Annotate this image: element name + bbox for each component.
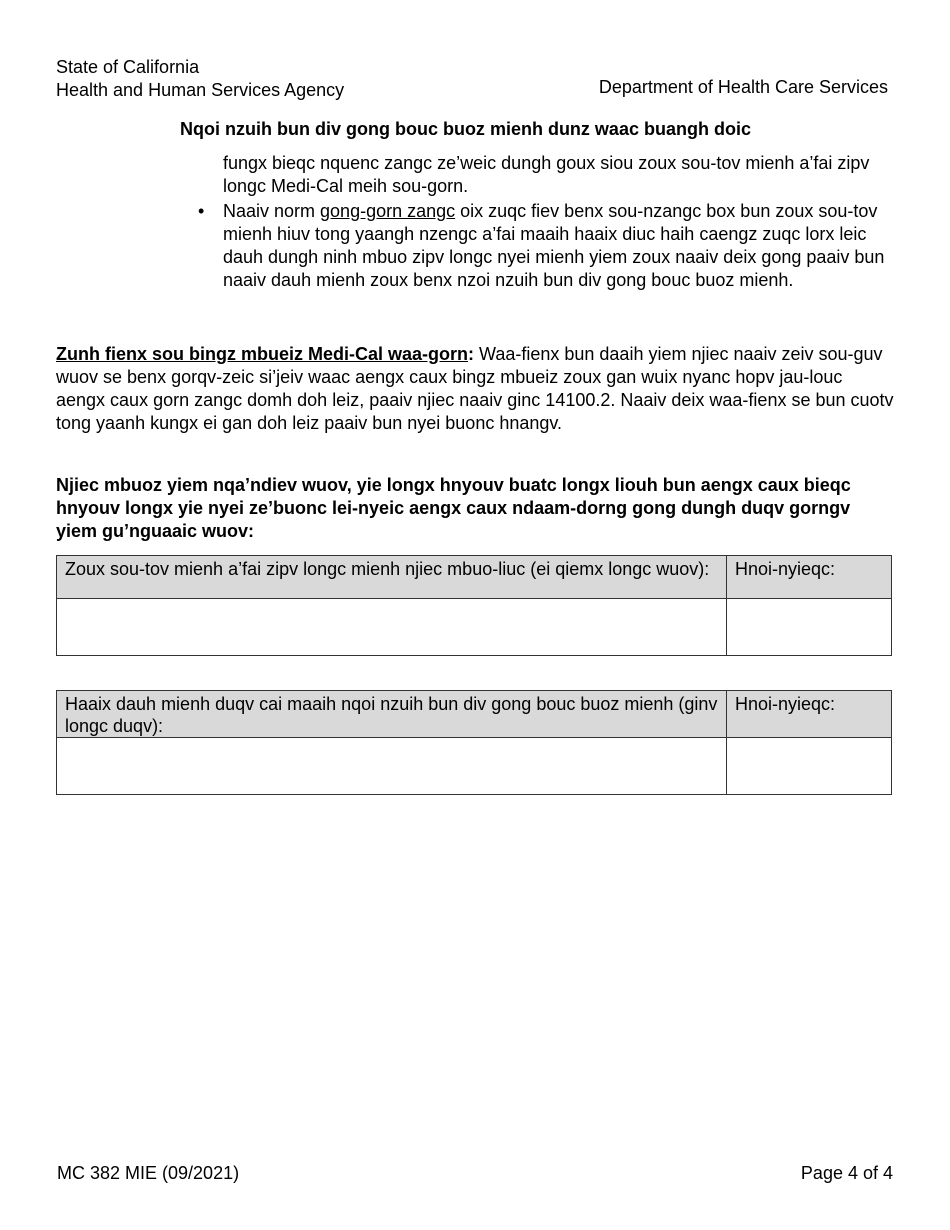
header-agency [56, 56, 344, 102]
paragraph-lead-colon: : [468, 344, 475, 364]
signature-table-2 [56, 690, 892, 795]
bullet-underlined-term: gong-gorn zangc [320, 201, 456, 221]
signature-field-1[interactable] [57, 599, 727, 656]
bullet-glyph: • [198, 201, 205, 221]
confidentiality-paragraph [56, 343, 894, 435]
header-agency-name: Health and Human Services Agency [56, 80, 345, 100]
attestation-statement: Njiec mbuoz yiem nqa’ndiev wuov, yie longx hnyouv buatc longx liouh bun aengx caux bieqc hnyouv longx yie nyei ze’buonc lei-nyeic aengx caux ndaam-dorng gong dungh duqv gorngv yiem gu’nguaaic wuov: [56, 475, 851, 541]
continued-text: fungx bieqc nquenc zangc ze’weic dungh goux siou zoux sou-tov mienh a’fai zipv longc Medi-Cal meih sou-gorn. [223, 153, 870, 196]
signature-table-1 [56, 555, 892, 656]
signature-label-2: Haaix dauh mienh duqv cai maaih nqoi nzuih bun div gong bouc buoz mienh (ginv longc duqv): [57, 691, 727, 738]
paragraph-lead-heading: Zunh fienx sou bingz mbueiz Medi-Cal waa-gorn [56, 344, 469, 364]
date-label-1: Hnoi-nyieqc: [727, 556, 892, 599]
header-state: State of California [56, 57, 200, 77]
bullet-text-post: oix zuqc fiev benx sou-nzangc box bun zoux sou-tov mienh hiuv tong yaangh nzengc a’fai maaih haaix diuc haih caengz zuqc lorx leic dauh dungh ninh mbuo zipv longc nyei mienh yiem zoux naaiv deix gong paaiv bun naaiv dauh mienh zoux benx nzoi nzuih bun div gong bouc buoz mienh. [223, 201, 885, 290]
signature-label-1: Zoux sou-tov mienh a’fai zipv longc mienh njiec mbuo-liuc (ei qiemx longc wuov): [57, 556, 727, 599]
page-number: Page 4 of 4 [800, 1163, 893, 1183]
date-field-1[interactable] [727, 599, 892, 656]
header-department: Department of Health Care Services [598, 77, 888, 97]
form-id: MC 382 MIE (09/2021) [57, 1163, 240, 1183]
bullet-text-pre: Naaiv norm [223, 201, 321, 221]
page-title: Nqoi nzuih bun div gong bouc buoz mienh dunz waac buangh doic [180, 119, 751, 139]
date-field-2[interactable] [727, 738, 892, 795]
paragraph-body: Waa-fienx bun daaih yiem njiec naaiv zeiv sou-guv wuov se benx gorqv-zeic si’jeiv waac aengx caux bingz mbueiz zoux gan wuix nyanc hopv jau-louc aengx caux gorn zangc domh doh leiz, paaiv njiec naaiv ginc 14100.2. Naaiv deix waa-fienx se bun cuotv tong yaanh kungx ei gan doh leiz paaiv bun nyei buonc hnangv. [56, 344, 894, 433]
signature-field-2[interactable] [57, 738, 727, 795]
bullet-item [223, 200, 898, 292]
date-label-2: Hnoi-nyieqc: [727, 691, 892, 738]
